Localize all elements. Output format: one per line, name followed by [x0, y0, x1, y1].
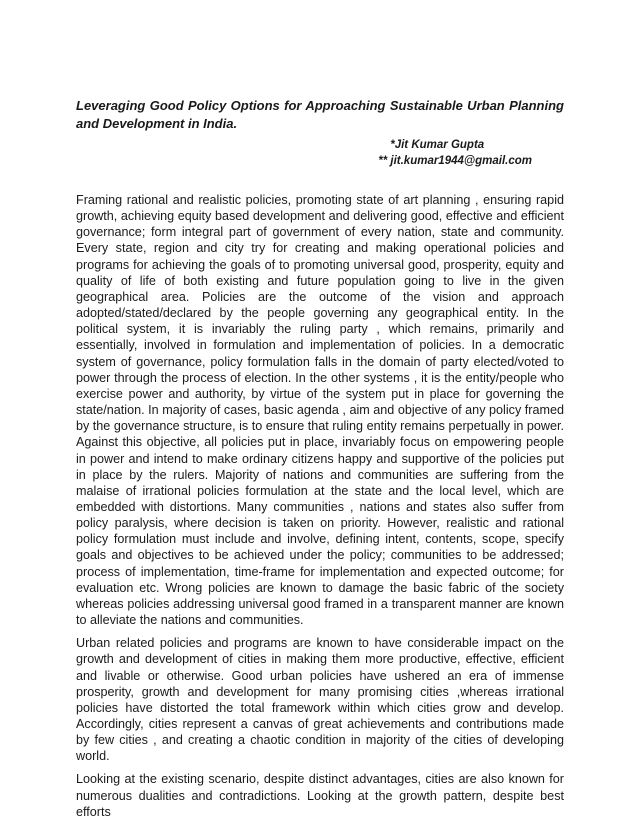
body-paragraph: Framing rational and realistic policies, promoting state of art planning , ensuring rapid growth, achieving equity based development and delivering good, effective and efficient governance; form integral part of government of every nation, state and community. Every state, region and city try for creating and making operational policies and programs for achieving the goals of to promoting universal good, prosperity, equity and quality of life of both existing and future population going to live in the given geographical area. Policies are the outcome of the vision and approach adopted/stated/declared by the people governing any geographical entity. In the political system, it is invariably the ruling party , which remains, primarily and essentially, involved in formulation and implementation of policies. In a democratic system of governance, policy formulation falls in the domain of party elected/voted to power through the process of election. In the other systems , it is the entity/people who exercise power and authority, by virtue of the system put in place for governing the state/nation. In majority of cases, basic agenda , aim and objective of any policy framed by the governance structure, is to ensure that ruling entity remains perpetually in power. Against this objective, all policies put in place, invariably focus on empowering people in power and intend to make ordinary citizens happy and supportive of the policies put in place by the rulers. Majority of nations and communities are suffering from the malaise of irrational policies formulation at the state and the local level, which are embedded with distortions. Many communities , nations and states also suffer from policy paralysis, where decision is taken on priority. However, realistic and rational policy formulation must include and involve, defining intent, contents, scope, specify goals and objectives to be achieved under the policy; communities to be addressed; process of implementation, time-frame for implementation and expected outcome; for evaluation etc. Wrong policies are known to damage the basic fabric of the society whereas policies addressing universal good framed in a transparent manner are known to alleviate the nations and communities.	[76, 193, 564, 628]
body-paragraph: Looking at the existing scenario, despite distinct advantages, cities are also known for numerous dualities and contradictions. Looking at the growth pattern, despite best efforts	[76, 772, 564, 819]
author-block	[378, 137, 532, 169]
document-body	[76, 192, 564, 827]
author-email: ** jit.kumar1944@gmail.com	[378, 155, 532, 167]
document-title: Leveraging Good Policy Options for Approaching Sustainable Urban Planning and Development in India.	[76, 98, 564, 131]
body-paragraph: Urban related policies and programs are known to have considerable impact on the growth and development of cities in making them more productive, effective, efficient and livable or otherwise. Good urban policies have ushered an era of immense prosperity, growth and development for many promising cities ,whereas irrational policies have distorted the total framework within which cities grow and develop. Accordingly, cities represent a canvas of great achievements and contributions made by few cities , and creating a chaotic condition in majority of the cities of developing world.	[76, 636, 564, 764]
author-name: *Jit Kumar Gupta	[390, 139, 485, 151]
